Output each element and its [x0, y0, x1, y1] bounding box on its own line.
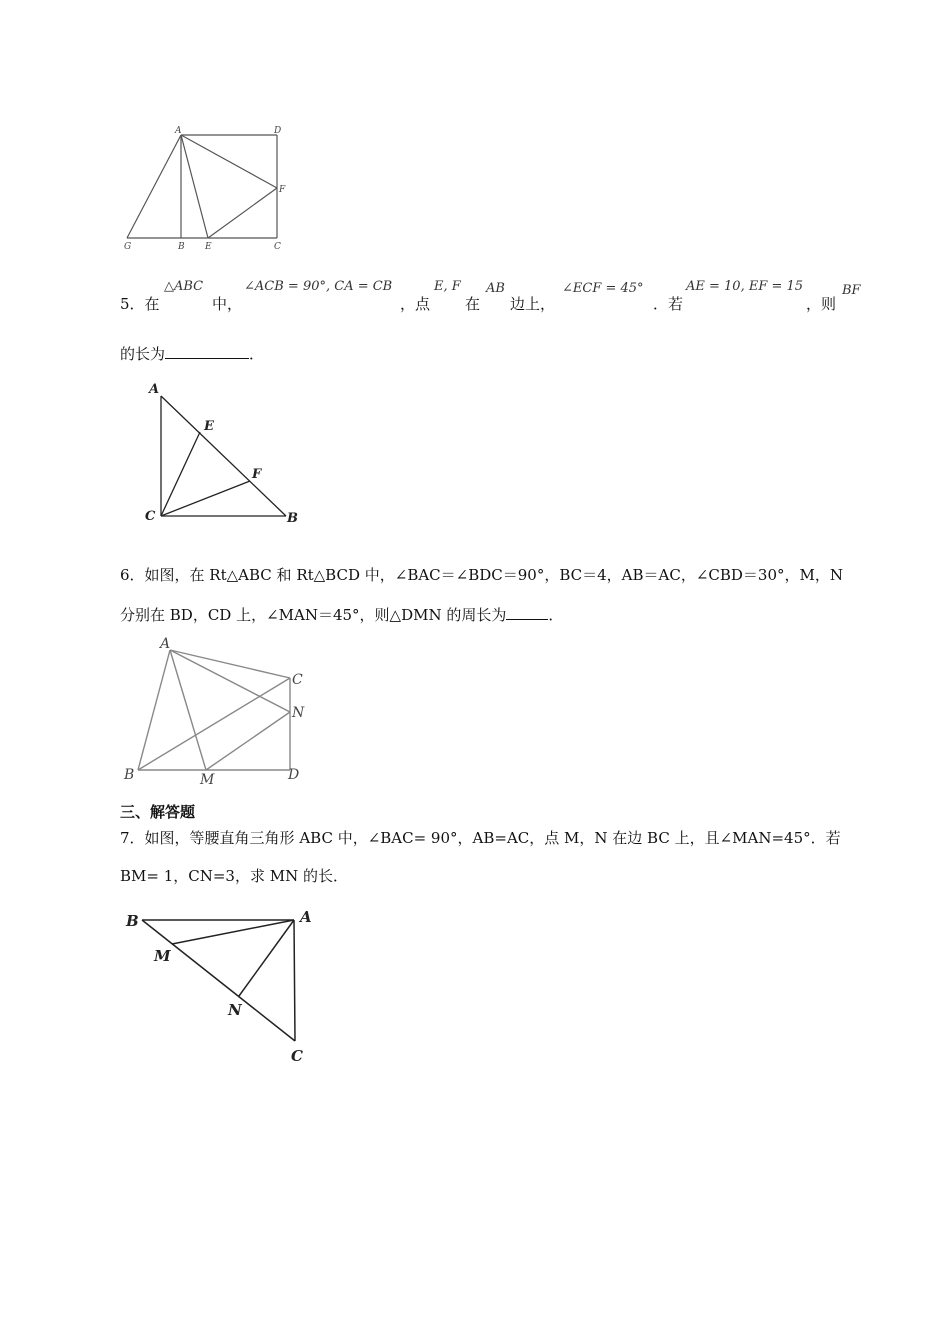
- q5-zai: 在: [465, 295, 481, 313]
- q6-line2-wrap: [120, 605, 563, 625]
- q5-end: ．: [249, 345, 265, 363]
- section-title: 三、解答题: [120, 803, 196, 821]
- label-E: E: [205, 242, 212, 252]
- q5-answer-blank[interactable]: [165, 358, 249, 359]
- label-E: E: [204, 419, 214, 434]
- q5-bf: BF: [842, 283, 861, 298]
- q6-end: ．: [548, 606, 564, 624]
- q5-bianshang: 边上，: [510, 295, 556, 313]
- figure-q6: [118, 632, 318, 792]
- label-A: A: [149, 382, 160, 397]
- label-N: N: [228, 1001, 242, 1019]
- label-C: C: [291, 1047, 303, 1065]
- q5-angle: ∠ECF = 45°: [562, 281, 644, 296]
- q6-line2: 分别在 BD，CD 上，∠MAN＝45°，则△DMN 的周长为: [120, 606, 507, 624]
- label-A: A: [160, 636, 171, 652]
- q5-number: 5．在: [120, 295, 160, 313]
- label-C: C: [274, 242, 281, 252]
- q5-ruo: ．若: [653, 295, 684, 313]
- q5-triangle: △ABC: [164, 279, 204, 294]
- label-F: F: [279, 185, 286, 195]
- q5-lengths: AE = 10, EF = 15: [686, 279, 804, 294]
- label-B: B: [178, 242, 185, 252]
- q7-line1: 7．如图，等腰直角三角形 ABC 中，∠BAC= 90°，AB=AC，点 M，N 在边 BC 上，且∠MAN=45°．若: [120, 829, 841, 847]
- label-N: N: [292, 705, 305, 721]
- label-B: B: [124, 767, 135, 783]
- label-D: D: [288, 767, 300, 783]
- label-B: B: [287, 511, 298, 526]
- q5-ze: ，则: [806, 295, 837, 313]
- label-M: M: [154, 947, 171, 965]
- label-B: B: [126, 912, 139, 930]
- label-M: M: [200, 772, 215, 788]
- label-A: A: [175, 126, 182, 136]
- q5-ab: AB: [486, 281, 505, 296]
- q5-zhong: 中，: [212, 295, 243, 313]
- figure-q4: [115, 122, 295, 257]
- q5-points-ef: E, F: [434, 279, 461, 294]
- q6-line1: 6．如图，在 Rt△ABC 和 Rt△BCD 中，∠BAC＝∠BDC＝90°，BC＝4，AB＝AC，∠CBD＝30°，M，N: [120, 566, 843, 584]
- label-C: C: [145, 509, 156, 524]
- q5-dian: ，点: [400, 295, 431, 313]
- label-D: D: [274, 126, 282, 136]
- q5-condition: ∠ACB = 90°, CA = CB: [244, 279, 393, 294]
- q5-tail: 的长为: [120, 345, 166, 363]
- label-F: F: [252, 467, 262, 482]
- figure-q7: [118, 900, 328, 1070]
- figure-q5: [138, 376, 308, 531]
- label-A: A: [300, 908, 312, 926]
- q5-tail-line: [120, 344, 264, 364]
- q6-answer-blank[interactable]: [506, 619, 548, 620]
- label-G: G: [124, 242, 132, 252]
- q7-line2: BM= 1，CN=3，求 MN 的长．: [120, 867, 348, 885]
- label-C: C: [292, 672, 303, 688]
